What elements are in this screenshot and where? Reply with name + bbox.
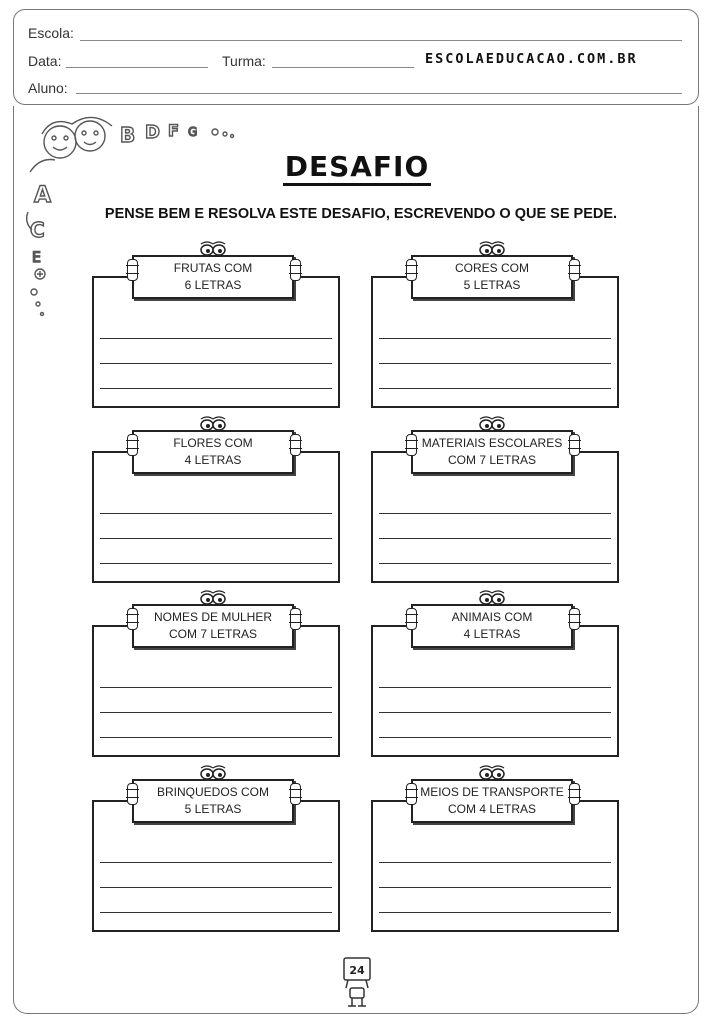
answer-line[interactable] [100, 338, 332, 339]
answer-line[interactable] [100, 538, 332, 539]
holding-hand-icon [127, 783, 138, 805]
answer-line[interactable] [100, 912, 332, 913]
peeking-eyes-icon [477, 415, 507, 431]
holding-hand-icon [406, 608, 417, 630]
answer-line[interactable] [379, 887, 611, 888]
holding-hand-icon [406, 783, 417, 805]
answer-line[interactable] [379, 563, 611, 564]
answer-line[interactable] [100, 887, 332, 888]
peeking-eyes-icon [477, 240, 507, 256]
challenge-card [371, 240, 621, 374]
card-label-line2: 5 LETRAS [463, 278, 521, 292]
card-label-sign [411, 779, 573, 823]
answer-line[interactable] [100, 513, 332, 514]
card-label-line1: FRUTAS COM [173, 261, 253, 275]
card-label-line1: MATERIAIS ESCOLARES [421, 436, 563, 450]
answer-line[interactable] [379, 338, 611, 339]
challenge-card [371, 764, 621, 898]
card-label-sign [411, 430, 573, 474]
card-label-sign [132, 430, 294, 474]
svg-text:B: B [120, 123, 136, 147]
answer-line[interactable] [379, 513, 611, 514]
svg-text:E: E [32, 250, 41, 266]
answer-line[interactable] [379, 712, 611, 713]
answer-line[interactable] [379, 538, 611, 539]
answer-line[interactable] [100, 737, 332, 738]
instruction-text: PENSE BEM E RESOLVA ESTE DESAFIO, ESCREVENDO O QUE SE PEDE. [104, 206, 618, 222]
holding-hand-icon [569, 608, 580, 630]
challenge-card [92, 415, 342, 549]
holding-hand-icon [127, 608, 138, 630]
card-label-line2: COM 7 LETRAS [447, 453, 537, 467]
challenge-card [92, 240, 342, 374]
challenge-card [92, 589, 342, 723]
card-label-line1: MEIOS DE TRANSPORTE [420, 785, 564, 799]
peeking-eyes-icon [198, 764, 228, 780]
peeking-eyes-icon [198, 415, 228, 431]
card-label-line2: 4 LETRAS [184, 453, 242, 467]
answer-line[interactable] [379, 912, 611, 913]
card-label-line1: NOMES DE MULHER [153, 610, 272, 624]
card-label-line2: 4 LETRAS [463, 627, 521, 641]
holding-hand-icon [290, 434, 301, 456]
escola-field[interactable] [80, 40, 682, 41]
page-title: DESAFIO [0, 150, 714, 183]
holding-hand-icon [569, 259, 580, 281]
card-label-line2: 5 LETRAS [184, 802, 242, 816]
data-field[interactable] [66, 67, 208, 68]
holding-hand-icon [569, 783, 580, 805]
answer-line[interactable] [100, 862, 332, 863]
holding-hand-icon [406, 434, 417, 456]
holding-hand-icon [127, 434, 138, 456]
card-label-line1: ANIMAIS COM [451, 610, 533, 624]
data-label: Data: [28, 53, 62, 69]
answer-line[interactable] [100, 712, 332, 713]
card-label-line2: 6 LETRAS [184, 278, 242, 292]
answer-line[interactable] [379, 388, 611, 389]
holding-hand-icon [290, 783, 301, 805]
peeking-eyes-icon [198, 240, 228, 256]
card-label-sign [132, 779, 294, 823]
challenge-card [371, 415, 621, 549]
card-label-line1: BRINQUEDOS COM [156, 785, 269, 799]
card-label-line2: COM 4 LETRAS [447, 802, 537, 816]
svg-text:D: D [145, 122, 160, 143]
peeking-eyes-icon [477, 589, 507, 605]
card-label-line1: FLORES COM [173, 436, 253, 450]
answer-line[interactable] [100, 388, 332, 389]
svg-text:A: A [34, 183, 52, 208]
card-label-sign [411, 255, 573, 299]
svg-text:G: G [188, 125, 198, 139]
holding-hand-icon [127, 259, 138, 281]
answer-line[interactable] [379, 862, 611, 863]
peeking-eyes-icon [477, 764, 507, 780]
holding-hand-icon [290, 259, 301, 281]
answer-line[interactable] [100, 563, 332, 564]
aluno-label: Aluno: [28, 80, 68, 96]
page-number-mascot-icon [338, 952, 378, 1010]
answer-line[interactable] [379, 363, 611, 364]
peeking-eyes-icon [198, 589, 228, 605]
card-label-sign [411, 604, 573, 648]
answer-line[interactable] [379, 687, 611, 688]
turma-label: Turma: [222, 53, 266, 69]
card-label-line1: CORES COM [454, 261, 529, 275]
holding-hand-icon [569, 434, 580, 456]
card-label-sign [132, 255, 294, 299]
svg-text:F: F [168, 121, 179, 140]
escola-label: Escola: [28, 25, 74, 41]
turma-field[interactable] [272, 67, 414, 68]
card-label-sign [132, 604, 294, 648]
answer-line[interactable] [100, 363, 332, 364]
card-label-line2: COM 7 LETRAS [168, 627, 258, 641]
challenge-card [92, 764, 342, 898]
aluno-field[interactable] [76, 93, 682, 94]
holding-hand-icon [406, 259, 417, 281]
page-number: 24 [349, 964, 365, 977]
site-url: ESCOLAEDUCACAO.COM.BR [425, 51, 638, 67]
svg-text:C: C [30, 218, 45, 242]
answer-line[interactable] [379, 737, 611, 738]
challenge-card [371, 589, 621, 723]
holding-hand-icon [290, 608, 301, 630]
answer-line[interactable] [100, 687, 332, 688]
